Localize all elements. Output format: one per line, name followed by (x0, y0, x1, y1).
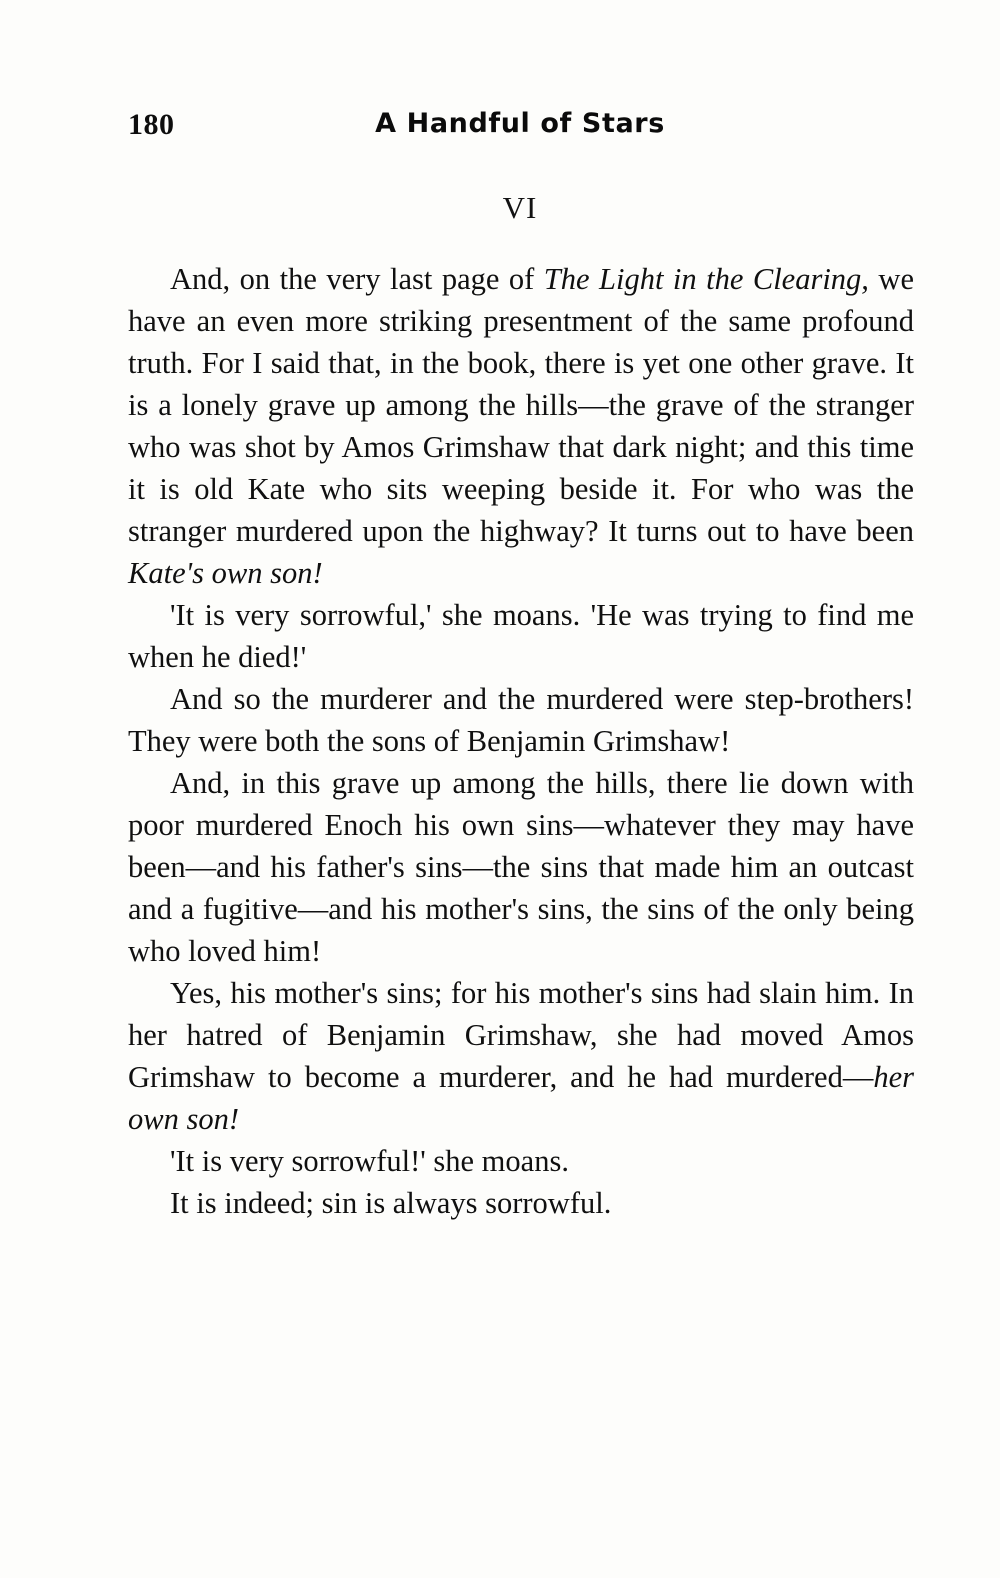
text-run: 'It is very sorrowful!' she moans. (170, 1144, 569, 1178)
italic-run: her own son! (128, 1060, 914, 1136)
running-head (128, 108, 912, 154)
body-text (128, 258, 914, 1224)
text-run: And, on the very last page of (170, 262, 544, 296)
paragraph (128, 678, 914, 762)
book-title: A Handful of Stars (375, 108, 665, 139)
paragraph (128, 258, 914, 594)
text-run: 'It is very sorrowful,' she moans. 'He was trying to find me when he died!' (128, 598, 914, 674)
text-run: Yes, his mother's sins; for his mother's sins had slain him. In her hatred of Benjamin Grimshaw, she had moved Amos Grimshaw to become a murderer, and he had murdered— (128, 976, 914, 1094)
text-run: It is indeed; sin is always sorrowful. (170, 1186, 612, 1220)
italic-run: Kate's own son! (128, 556, 323, 590)
paragraph (128, 762, 914, 972)
paragraph (128, 1182, 914, 1224)
paragraph (128, 594, 914, 678)
italic-run: The Light in the Clearing, (543, 262, 869, 296)
paragraph (128, 972, 914, 1140)
text-run: we have an even more striking presentment of the same profound truth. For I said that, in the book, there is yet one other grave. It is a lonely grave up among the hills—the grave of the stranger who was shot by Amos Grimshaw that dark night; and this time it is old Kate who sits weeping beside it. For who was the stranger murdered upon the highway? It turns out to have been (128, 262, 914, 548)
text-run: And, in this grave up among the hills, there lie down with poor murdered Enoch his own sins—whatever they may have been—and his father's sins—the sins that made him an outcast and a fugitive—and his mother's sins, the sins of the only being who loved him! (128, 766, 914, 968)
page-number: 180 (128, 108, 175, 141)
text-run: And so the murderer and the murdered were step-brothers! They were both the sons of Benjamin Grimshaw! (128, 682, 914, 758)
section-number: VI (502, 190, 538, 225)
paragraph (128, 1140, 914, 1182)
